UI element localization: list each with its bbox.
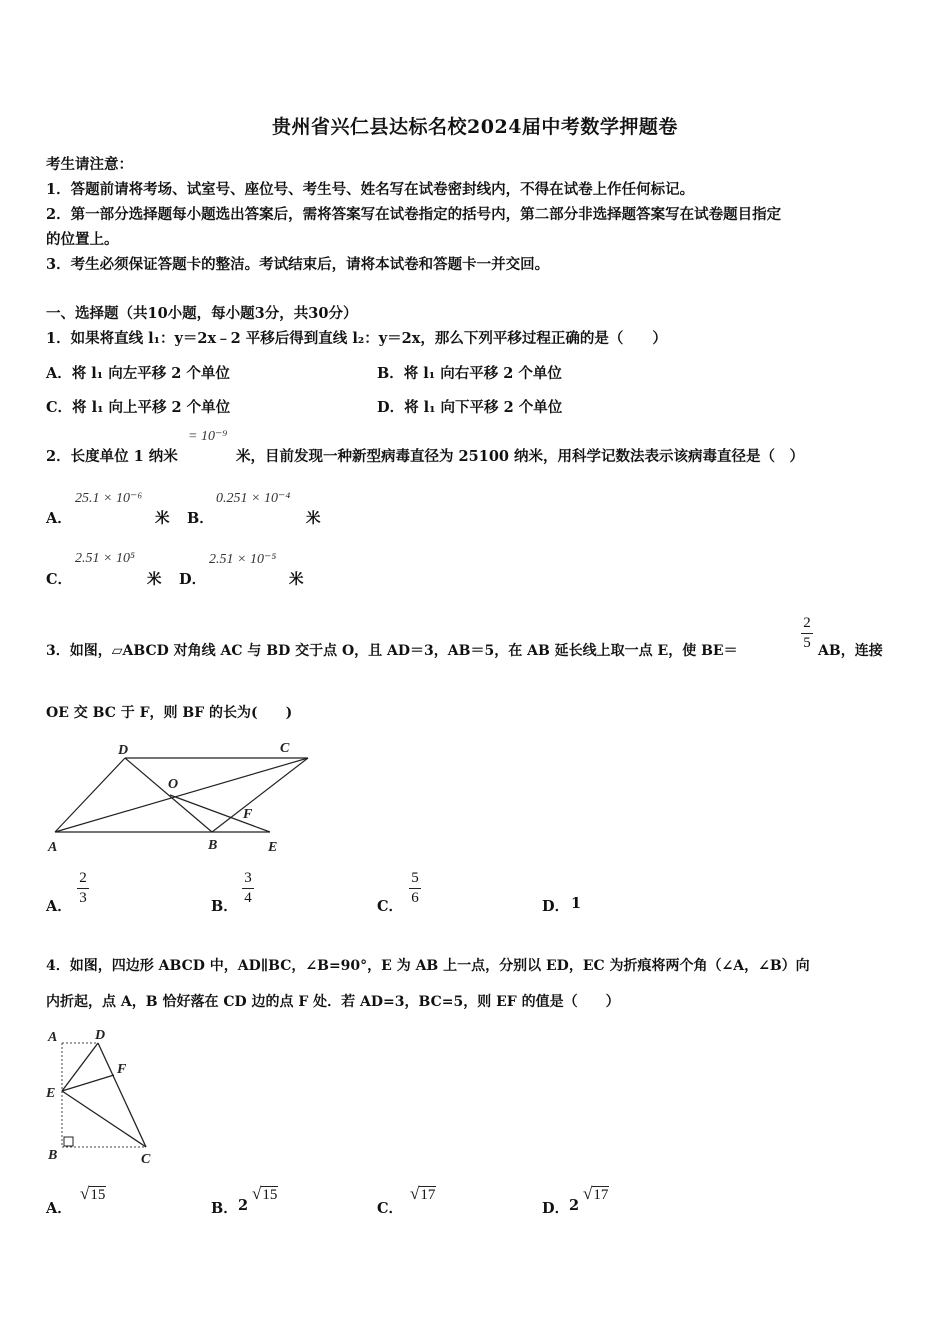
q2-option-d-expr: 2.51 × 10⁻⁵	[209, 552, 277, 567]
q3-option-d-value: 1	[571, 895, 582, 912]
q4-right-angle-mark	[64, 1137, 73, 1146]
q1-option-a: A．将 l₁ 向左平移 2 个单位	[46, 365, 230, 382]
q3-diagonal-ac	[55, 758, 308, 832]
q4-option-a-label: A．	[46, 1200, 72, 1217]
q4-option-d-label: D．	[542, 1200, 570, 1217]
q3-label-a: A	[48, 840, 58, 855]
q1-option-c: C．将 l₁ 向上平移 2 个单位	[46, 399, 231, 416]
q3-option-c-label: C．	[377, 898, 404, 915]
q3-option-b-num: 3	[244, 870, 252, 886]
q4-option-b-label: B．	[211, 1200, 238, 1217]
q3-option-a-value	[77, 870, 89, 907]
q3-figure-parallelogram	[40, 736, 310, 856]
q3-option-c-num: 5	[411, 870, 419, 886]
q3-diagonal-bd	[125, 758, 212, 832]
q2-option-d-unit: 米	[289, 571, 304, 588]
q2-option-a-label: A．	[46, 510, 72, 527]
q4-option-b-radicand: 15	[262, 1187, 278, 1203]
page-title: 贵州省兴仁县达标名校2024届中考数学押题卷	[272, 116, 678, 138]
notice-item-3: 3．考生必须保证答题卡的整洁。考试结束后，请将本试卷和答题卡一并交回。	[46, 256, 550, 273]
q1-stem: 1．如果将直线 l₁：y＝2x﹣2 平移后得到直线 l₂：y＝2x，那么下列平移过程正确的是（ ）	[46, 330, 667, 347]
q4-stem-b: 内折起，点 A，B 恰好落在 CD 边的点 F 处．若 AD=3，BC=5，则 EF 的值是（ ）	[46, 994, 620, 1010]
q4-label-d: D	[95, 1028, 106, 1043]
q3-stem-a: 3．如图，▱ABCD 对角线 AC 与 BD 交于点 O，且 AD＝3，AB＝5，在 AB 延长线上取一点 E，使 BE＝	[46, 643, 738, 659]
q3-option-c-den: 6	[411, 890, 419, 906]
q2-stem-b: 米，目前发现一种新型病毒直径为 25100 纳米，用科学记数法表示该病毒直径是（ ）	[236, 448, 805, 465]
q2-stem-a: 2．长度单位 1 纳米	[46, 448, 178, 465]
q1-option-b: B．将 l₁ 向右平移 2 个单位	[377, 365, 562, 382]
q3-label-f: F	[243, 807, 253, 822]
q3-label-c: C	[280, 741, 290, 756]
q4-crease-ed	[62, 1043, 98, 1091]
q3-option-b-label: B．	[211, 898, 238, 915]
q3-option-d-label: D．	[542, 898, 570, 915]
q4-stem-a: 4．如图，四边形 ABCD 中，AD∥BC，∠B=90°，E 为 AB 上一点，分别以 ED，EC 为折痕将两个角（∠A，∠B）向	[46, 958, 810, 974]
q2-option-a-expr: 25.1 × 10⁻⁶	[75, 491, 143, 506]
q4-option-c-label: C．	[377, 1200, 404, 1217]
q4-label-e: E	[46, 1086, 56, 1101]
notice-item-1: 1．答题前请将考场、试室号、座位号、考生号、姓名写在试卷密封线内，不得在试卷上作任何标记。	[46, 181, 695, 198]
q2-option-c-label: C．	[46, 571, 73, 588]
q4-option-b-value: √15	[252, 1184, 278, 1203]
q2-option-a-unit: 米	[155, 510, 170, 527]
q2-formula: = 10⁻⁹	[188, 429, 228, 444]
q3-stem-fraction	[801, 615, 813, 652]
notice-item-2: 2．第一部分选择题每小题选出答案后，需将答案写在试卷指定的括号内，第二部分非选择题答案写在试卷题目指定	[46, 206, 782, 223]
q2-option-c-expr: 2.51 × 10⁵	[75, 551, 135, 566]
q3-label-b: B	[208, 838, 218, 853]
q4-option-d-coef: 2	[569, 1197, 580, 1214]
q3-stem-c: OE 交 BC 于 F，则 BF 的长为( )	[46, 705, 293, 721]
q2-option-d-label: D．	[179, 571, 207, 588]
q4-option-d-value: √17	[583, 1184, 609, 1203]
q4-option-d-radicand: 17	[593, 1187, 609, 1203]
q3-label-e: E	[268, 840, 278, 855]
q4-label-a: A	[48, 1030, 58, 1045]
q3-option-a-num: 2	[79, 870, 87, 886]
q2-option-b-expr: 0.251 × 10⁻⁴	[216, 491, 291, 506]
q4-label-f: F	[117, 1062, 127, 1077]
q4-option-c-value: √17	[410, 1184, 436, 1203]
q3-stem-b: AB，连接	[818, 643, 883, 659]
section-heading: 一、选择题（共10小题，每小题3分，共30分）	[46, 305, 358, 322]
q3-frac-num: 2	[803, 615, 811, 631]
q4-option-a-value: √15	[80, 1184, 106, 1203]
q2-option-b-unit: 米	[306, 510, 321, 527]
q3-edge-ad	[55, 758, 125, 832]
q1-option-d: D．将 l₁ 向下平移 2 个单位	[377, 399, 563, 416]
notice-item-2-cont: 的位置上。	[46, 231, 119, 248]
q4-figure-quadrilateral	[40, 1025, 160, 1167]
notice-heading: 考生请注意：	[46, 156, 133, 173]
q4-label-c: C	[141, 1152, 151, 1167]
q3-label-d: D	[118, 743, 129, 758]
q3-option-c-value	[409, 870, 421, 907]
q2-option-c-unit: 米	[147, 571, 162, 588]
q4-option-b-coef: 2	[238, 1197, 249, 1214]
q4-option-c-radicand: 17	[420, 1187, 436, 1203]
q3-label-o: O	[168, 777, 179, 792]
q3-frac-den: 5	[803, 635, 811, 651]
q3-edge-cb	[212, 758, 308, 832]
q3-option-b-den: 4	[244, 890, 252, 906]
q4-option-a-radicand: 15	[90, 1187, 106, 1203]
q2-option-b-label: B．	[187, 510, 214, 527]
q3-option-a-den: 3	[79, 890, 87, 906]
q3-option-a-label: A．	[46, 898, 72, 915]
q4-label-b: B	[48, 1148, 58, 1163]
q3-option-b-value	[242, 870, 254, 907]
q4-segment-ef	[62, 1075, 114, 1091]
